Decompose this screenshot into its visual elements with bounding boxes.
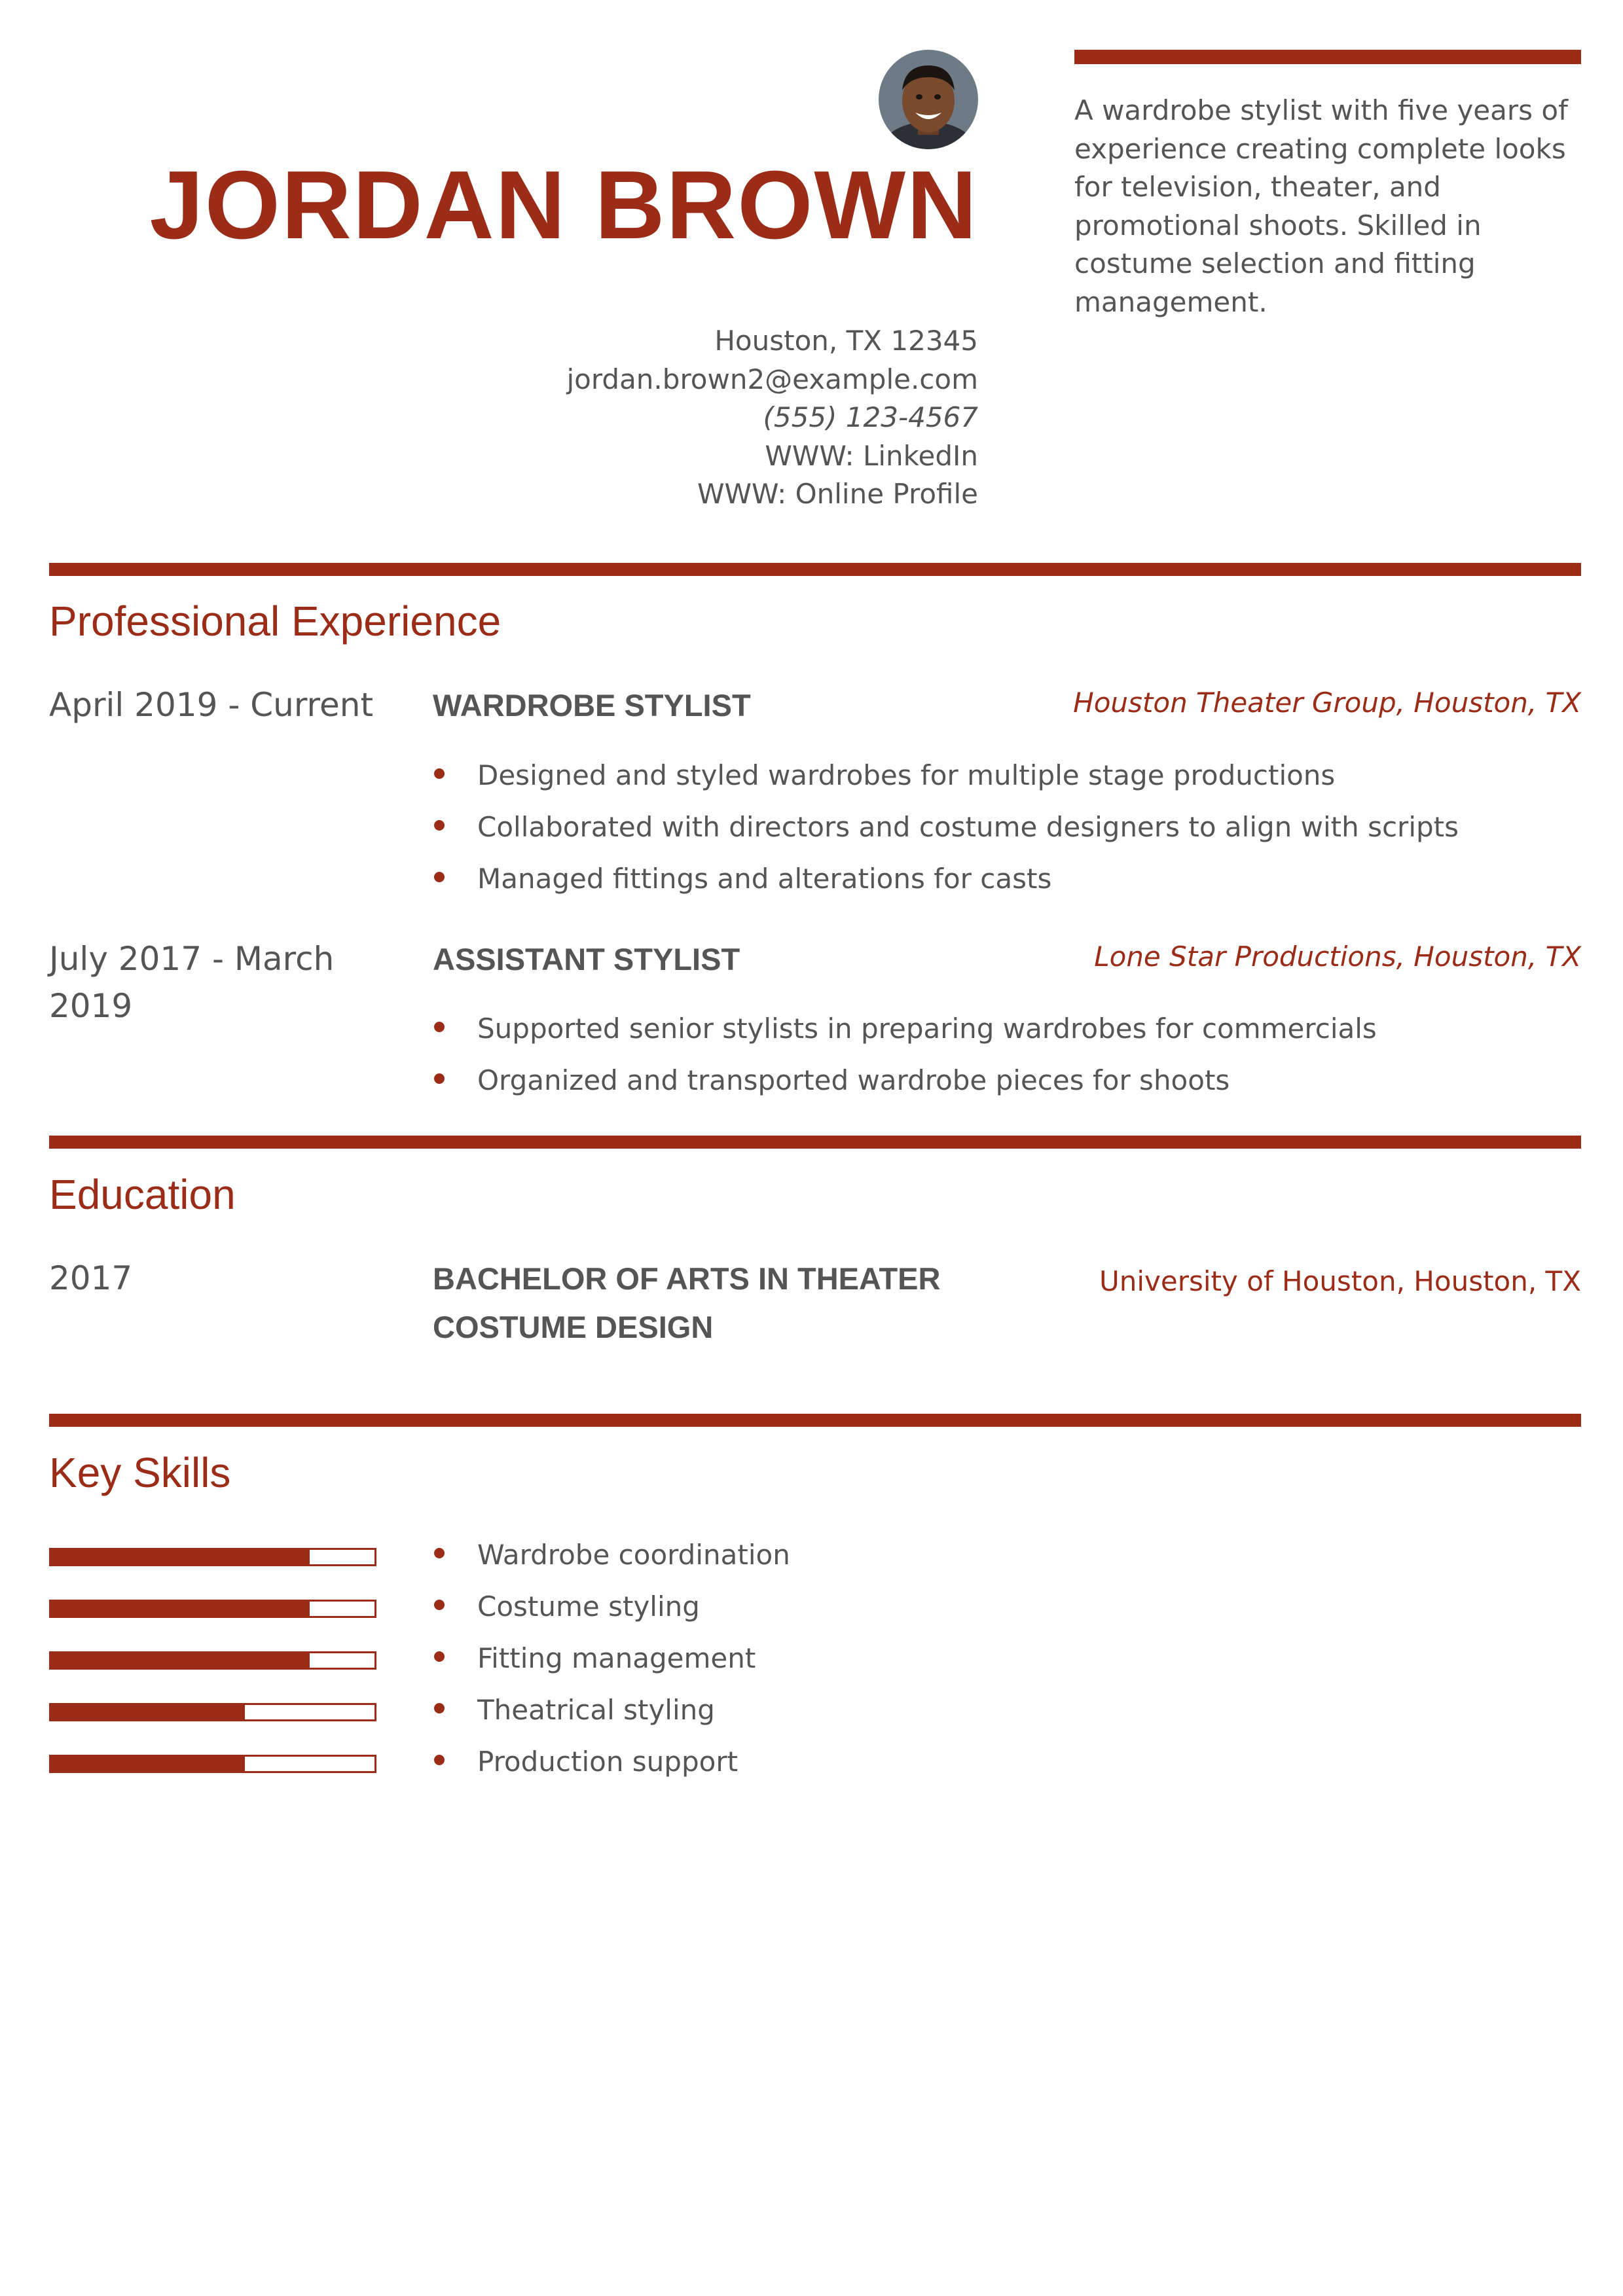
job-dates: July 2017 - March 2019	[49, 940, 335, 1025]
section-title-skills: Key Skills	[49, 1449, 231, 1496]
section-divider	[49, 1136, 1581, 1149]
skill-level-bar	[49, 1703, 376, 1721]
skill-level-fill	[51, 1705, 245, 1719]
education-degree: BACHELOR OF ARTS IN THEATER COSTUME DESIGN	[433, 1261, 941, 1344]
contact-email[interactable]: jordan.brown2@example.com	[566, 363, 978, 395]
job-employer: Lone Star Productions, Houston, TX	[1094, 941, 1581, 973]
contact-block	[567, 322, 978, 514]
candidate-name: JORDAN BROWN	[149, 151, 978, 259]
contact-profile-link[interactable]: WWW: Online Profile	[697, 478, 978, 510]
skill-level-bar	[49, 1651, 376, 1670]
list-item: Production support	[433, 1748, 790, 1800]
job-employer: Houston Theater Group, Houston, TX	[1073, 687, 1581, 719]
list-item: Supported senior stylists in preparing wardrobes for commercials	[433, 1015, 1377, 1067]
section-divider	[49, 563, 1581, 576]
job-dates: April 2019 - Current	[49, 686, 374, 724]
contact-phone[interactable]: (555) 123-4567	[763, 401, 978, 433]
section-title-education: Education	[49, 1171, 236, 1218]
list-item: Managed fittings and alterations for casts	[433, 865, 1459, 917]
list-item: Organized and transported wardrobe pieces for shoots	[433, 1067, 1377, 1119]
job-bullets	[433, 1015, 1377, 1119]
contact-address: Houston, TX 12345	[714, 325, 978, 357]
summary-text: A wardrobe stylist with five years of experience creating complete looks for television, theater, and promotional shoots. Skilled in costume selection and fitting management.	[1074, 94, 1568, 318]
skill-level-fill	[51, 1757, 245, 1771]
list-item: Fitting management	[433, 1645, 790, 1696]
skill-level-bar	[49, 1755, 376, 1773]
list-item: Costume styling	[433, 1593, 790, 1645]
list-item: Theatrical styling	[433, 1696, 790, 1748]
job-title: ASSISTANT STYLIST	[433, 942, 740, 977]
list-item: Collaborated with directors and costume designers to align with scripts	[433, 814, 1459, 865]
skill-level-fill	[51, 1550, 310, 1564]
skills-list	[433, 1541, 790, 1800]
skill-level-bar	[49, 1600, 376, 1618]
profile-photo	[879, 50, 978, 149]
section-divider	[49, 1414, 1581, 1427]
list-item: Designed and styled wardrobes for multiple stage productions	[433, 762, 1459, 814]
job-title: WARDROBE STYLIST	[433, 688, 751, 723]
skill-bars	[49, 1548, 376, 1806]
summary-divider	[1074, 50, 1581, 64]
section-title-experience: Professional Experience	[49, 598, 501, 645]
skill-level-fill	[51, 1653, 310, 1668]
education-year: 2017	[49, 1259, 133, 1297]
education-school: University of Houston, Houston, TX	[1099, 1265, 1581, 1297]
skill-level-bar	[49, 1548, 376, 1566]
job-bullets	[433, 759, 1459, 917]
skill-level-fill	[51, 1602, 310, 1616]
list-item: Wardrobe coordination	[433, 1541, 790, 1593]
contact-linkedin-link[interactable]: WWW: LinkedIn	[765, 439, 978, 472]
